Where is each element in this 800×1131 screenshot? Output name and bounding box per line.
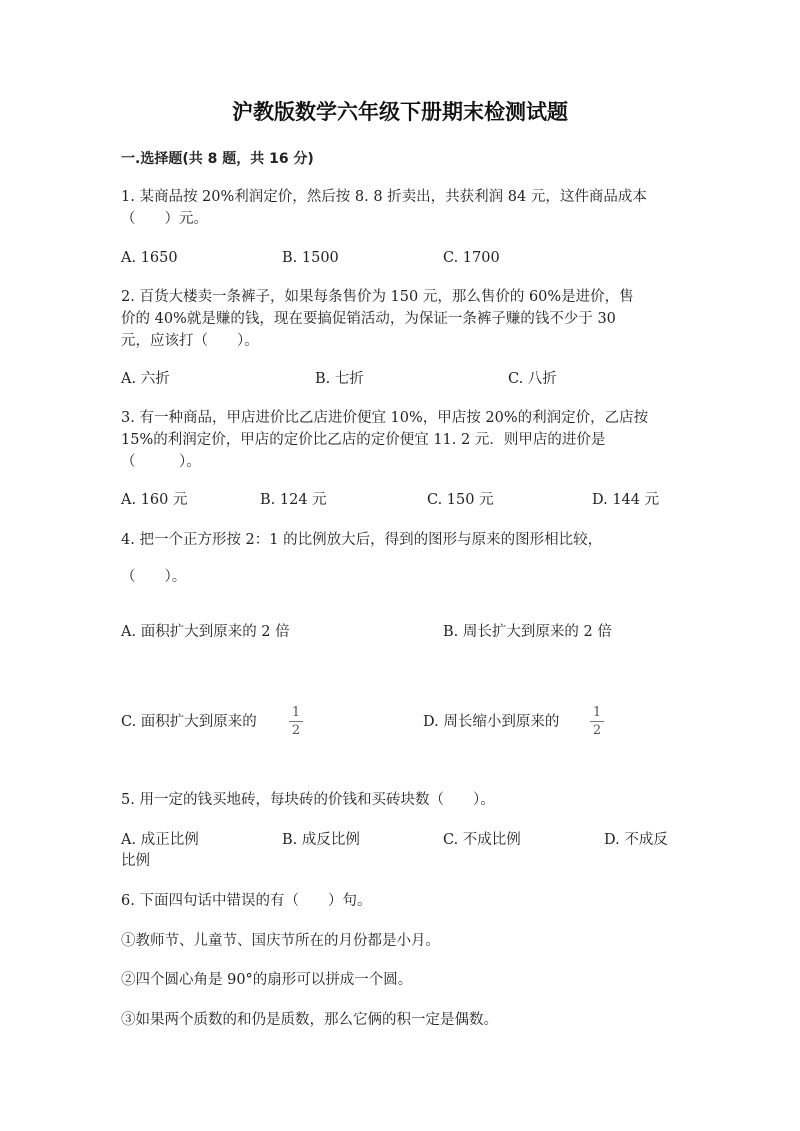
question-1-text-cont: （ ）元。 (121, 211, 208, 227)
question-4-text: 4. 把一个正方形按 2：1 的比例放大后，得到的图形与原来的图形相比较， (121, 532, 603, 548)
question-2-option-a: A. 六折 (121, 371, 170, 387)
question-4-text-cont: （ ）。 (121, 569, 187, 585)
fraction-one-half (589, 705, 605, 738)
question-4-option-a: A. 面积扩大到原来的 2 倍 (121, 624, 290, 640)
fraction-bar (289, 721, 303, 722)
question-3-option-d: D. 144 元 (592, 492, 660, 508)
question-6-text: 6. 下面四句话中错误的有（ ）句。 (121, 893, 372, 909)
page-title: 沪教版数学六年级下册期末检测试题 (232, 100, 568, 124)
section-heading: 一.选择题(共 8 题，共 16 分) (121, 151, 314, 167)
question-5-option-d: D. 不成反 (604, 832, 668, 848)
fraction-denominator: 2 (291, 723, 301, 738)
question-6-statement-1: ①教师节、儿童节、国庆节所在的月份都是小月。 (121, 933, 440, 949)
question-2-option-c: C. 八折 (508, 371, 557, 387)
question-5-option-a: A. 成正比例 (121, 832, 199, 848)
question-3-option-b: B. 124 元 (260, 492, 327, 508)
question-3-text-cont: 15%的利润定价，甲店的定价比乙店的定价便宜 11. 2 元．则甲店的进价是 (121, 432, 606, 448)
fraction-bar (590, 721, 604, 722)
question-6-statement-3: ③如果两个质数的和仍是质数，那么它俩的积一定是偶数。 (121, 1012, 498, 1028)
question-2-text-cont2: 元，应该打（ ）。 (121, 333, 259, 349)
question-3-text: 3. 有一种商品，甲店进价比乙店进价便宜 10%，甲店按 20%的利润定价，乙店按 (121, 410, 649, 426)
question-2-text: 2. 百货大楼卖一条裤子，如果每条售价为 150 元，那么售价的 60%是进价，售 (121, 289, 634, 305)
question-2-text-cont: 价的 40%就是赚的钱，现在要搞促销活动，为保证一条裤子赚的钱不少于 30 (121, 311, 616, 327)
question-4-option-d: D. 周长缩小到原来的 (423, 714, 560, 730)
question-3-option-a: A. 160 元 (121, 492, 188, 508)
question-4-option-c: C. 面积扩大到原来的 (121, 714, 257, 730)
question-1-option-a: A. 1650 (121, 250, 178, 266)
question-5-option-c: C. 不成比例 (443, 832, 521, 848)
fraction-denominator: 2 (592, 723, 602, 738)
question-5-option-d-wrap: 比例 (121, 853, 150, 869)
question-6-statement-2: ②四个圆心角是 90°的扇形可以拼成一个圆。 (121, 972, 413, 988)
fraction-one-half (288, 705, 304, 738)
fraction-numerator: 1 (592, 705, 602, 720)
fraction-numerator: 1 (291, 705, 301, 720)
question-4-option-b: B. 周长扩大到原来的 2 倍 (443, 624, 612, 640)
question-1-option-c: C. 1700 (443, 250, 500, 266)
question-5-text: 5. 用一定的钱买地砖，每块砖的价钱和买砖块数（ ）。 (121, 792, 495, 808)
question-3-option-c: C. 150 元 (427, 492, 494, 508)
question-3-text-cont2: （ ）。 (121, 454, 201, 470)
question-1-text: 1. 某商品按 20%利润定价，然后按 8. 8 折卖出，共获利润 84 元，这件商品成本 (121, 189, 647, 205)
question-5-option-b: B. 成反比例 (282, 832, 360, 848)
question-2-option-b: B. 七折 (315, 371, 364, 387)
question-1-option-b: B. 1500 (282, 250, 339, 266)
